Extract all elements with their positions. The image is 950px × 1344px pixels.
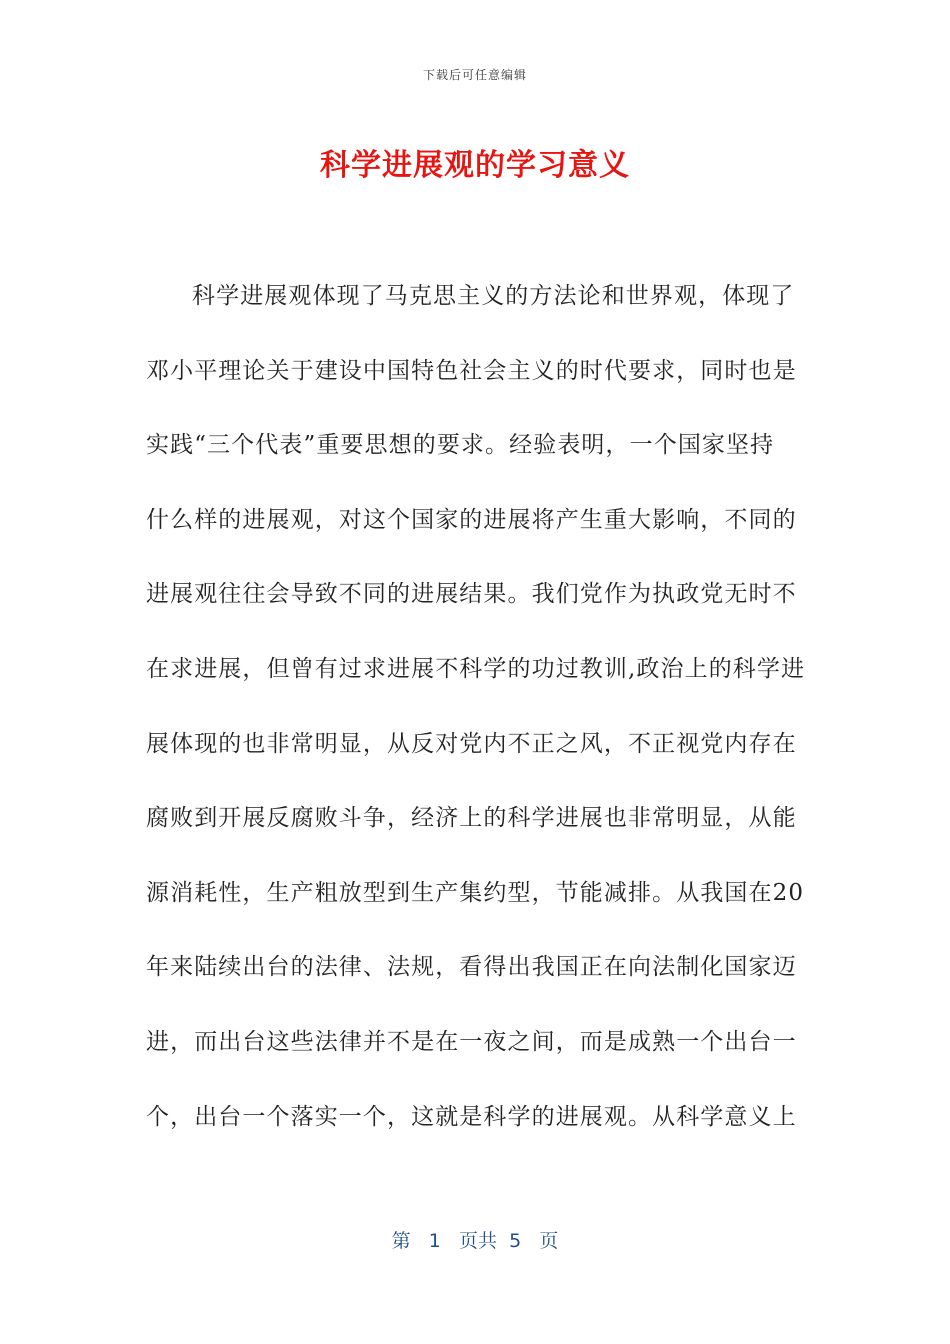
body-line: 腐败到开展反腐败斗争，经济上的科学进展也非常明显，从能 [146,805,797,832]
document-body [146,270,804,1165]
body-line: 在求进展，但曾有过求进展不科学的功过教训,政治上的科学进 [146,655,806,682]
header-note: 下载后可任意编辑 [422,68,527,82]
body-line: 什么样的进展观，对这个国家的进展将产生重大影响，不同的 [146,506,797,533]
page-footer [0,1226,950,1253]
footer-label-total: 页共 [459,1230,498,1252]
body-line: 进，而出台这些法律并不是在一夜之间，而是成熟一个出台一 [146,1028,797,1055]
body-line: 展体现的也非常明显，从反对党内不正之风，不正视党内存在 [146,730,797,757]
footer-label-end: 页 [539,1230,559,1252]
body-line: 个，出台一个落实一个，这就是科学的进展观。从科学意义上 [146,1103,797,1130]
body-line: 年来陆续出台的法律、法规，看得出我国正在向法制化国家迈 [146,954,797,981]
body-line: 邓小平理论关于建设中国特色社会主义的时代要求，同时也是 [146,357,797,384]
document-title: 科学进展观的学习意义 [320,148,630,183]
body-line: 进展观往往会导致不同的进展结果。我们党作为执政党无时不 [146,581,797,608]
body-line: 源消耗性，生产粗放型到生产集约型，节能减排。从我国在20 [146,879,805,906]
footer-total-pages: 5 [509,1230,522,1252]
footer-current-page: 1 [428,1230,441,1252]
body-line: 实践“三个代表”重要思想的要求。经验表明，一个国家坚持 [146,432,775,459]
body-line: 科学进展观体现了马克思主义的方法论和世界观，体现了 [192,283,795,309]
footer-label-page: 第 [391,1230,411,1252]
